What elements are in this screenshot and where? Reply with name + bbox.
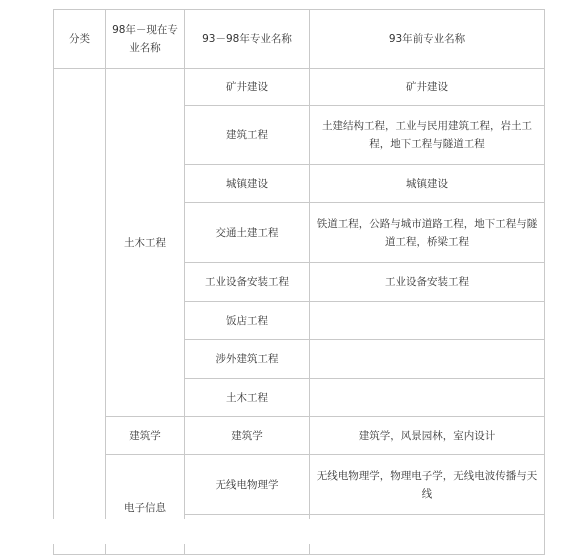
name-9398-cell: 交通土建工程 [185,203,310,263]
name-9398-cell: 建筑学 [185,417,310,455]
name-pre93-cell: 矿井建设 [310,69,545,106]
name-pre93-cell [310,340,545,379]
current-name-cell: 建筑学 [106,417,185,455]
bottom-clip [53,519,544,544]
current-name-cell: 电子信息 [106,455,185,555]
table-row [54,417,545,455]
name-9398-cell: 城镇建设 [185,165,310,203]
name-pre93-cell [310,379,545,417]
name-9398-cell: 工业设备安装工程 [185,263,310,302]
name-pre93-cell [310,302,545,340]
header-pre93-name: 93年前专业名称 [310,10,545,69]
header-current-name: 98年－现在专业名称 [106,10,185,69]
name-9398-cell: 涉外建筑工程 [185,340,310,379]
name-pre93-cell: 铁道工程，公路与城市道路工程，地下工程与隧道工程，桥梁工程 [310,203,545,263]
name-pre93-cell: 城镇建设 [310,165,545,203]
major-mapping-table [53,9,545,555]
name-9398-cell: 建筑工程 [185,106,310,165]
header-9398-name: 93－98年专业名称 [185,10,310,69]
table-row [54,69,545,106]
name-9398-cell: 饭店工程 [185,302,310,340]
current-name-cell: 土木工程 [106,69,185,417]
name-9398-cell: 无线电物理学 [185,455,310,515]
name-9398-cell: 土木工程 [185,379,310,417]
category-cell [54,69,106,555]
name-pre93-cell: 建筑学，风景园林，室内设计 [310,417,545,455]
name-pre93-cell: 土建结构工程，工业与民用建筑工程，岩土工程，地下工程与隧道工程 [310,106,545,165]
name-pre93-cell: 无线电物理学，物理电子学，无线电波传播与天线 [310,455,545,515]
header-category: 分类 [54,10,106,69]
table-header-row [54,10,545,69]
name-9398-cell: 矿井建设 [185,69,310,106]
table-row [54,455,545,515]
name-pre93-cell: 工业设备安装工程 [310,263,545,302]
